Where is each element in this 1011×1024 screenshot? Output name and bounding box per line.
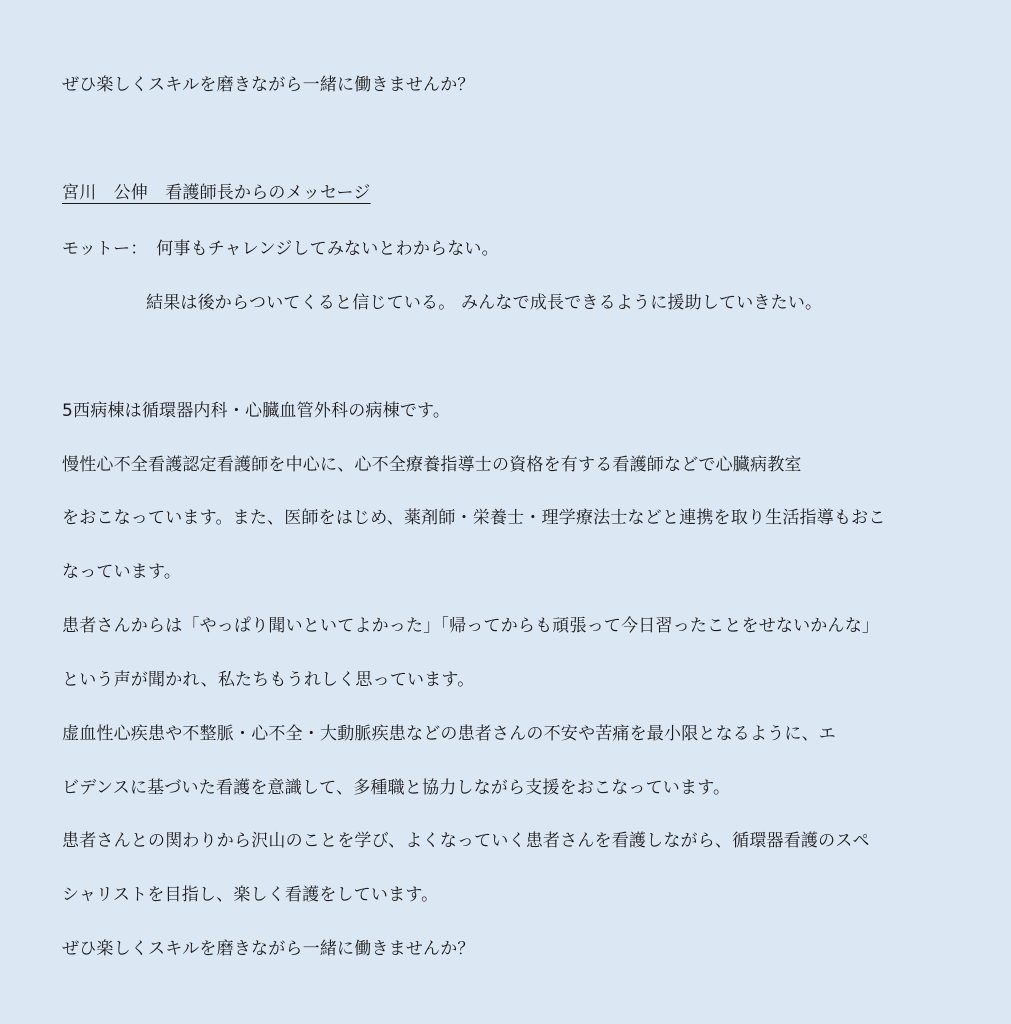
body-line: シャリストを目指し、楽しく看護をしています。 — [62, 885, 439, 905]
body-line: 虚血性心疾患や不整脈・心不全・大動脈疾患などの患者さんの不安や苦痛を最小限となるように、エ — [62, 724, 836, 744]
body-line: をおこなっています。また、医師をはじめ、薬剤師・栄養士・理学療法士などと連携を取り生活指導もおこ — [62, 508, 886, 528]
intro-text: ぜひ楽しくスキルを磨きながら一緒に働きませんか？ — [62, 75, 475, 95]
body-line: 患者さんからは「やっぱり聞いといてよかった」「帰ってからも頑張って今日習ったことをせないかんな」 — [62, 616, 880, 636]
body-line: 患者さんとの関わりから沢山のことを学び、よくなっていく患者さんを看護しながら、循環器看護のスペ — [62, 831, 870, 851]
motto-continuation: 結果は後からついてくると信じている。 みんなで成長できるように援助していきたい。 — [146, 293, 823, 313]
body-line: 慢性心不全看護認定看護師を中心に、心不全療養指導士の資格を有する看護師などで心臓病教室 — [62, 455, 802, 475]
closing-line: ぜひ楽しくスキルを磨きながら一緒に働きませんか？ — [62, 939, 475, 959]
body-line: 5西病棟は循環器内科・心臓血管外科の病棟です。 — [62, 401, 451, 421]
motto-line: モットー： 何事もチャレンジしてみないとわからない。 — [62, 239, 499, 259]
body-line: ビデンスに基づいた看護を意識して、多種職と協力しながら支援をおこなっています。 — [62, 778, 731, 798]
message-heading: 宮川 公伸 看護師長からのメッセージ — [62, 183, 371, 203]
body-line: という声が聞かれ、私たちもうれしく思っています。 — [62, 670, 475, 690]
body-line: なっています。 — [62, 562, 182, 582]
